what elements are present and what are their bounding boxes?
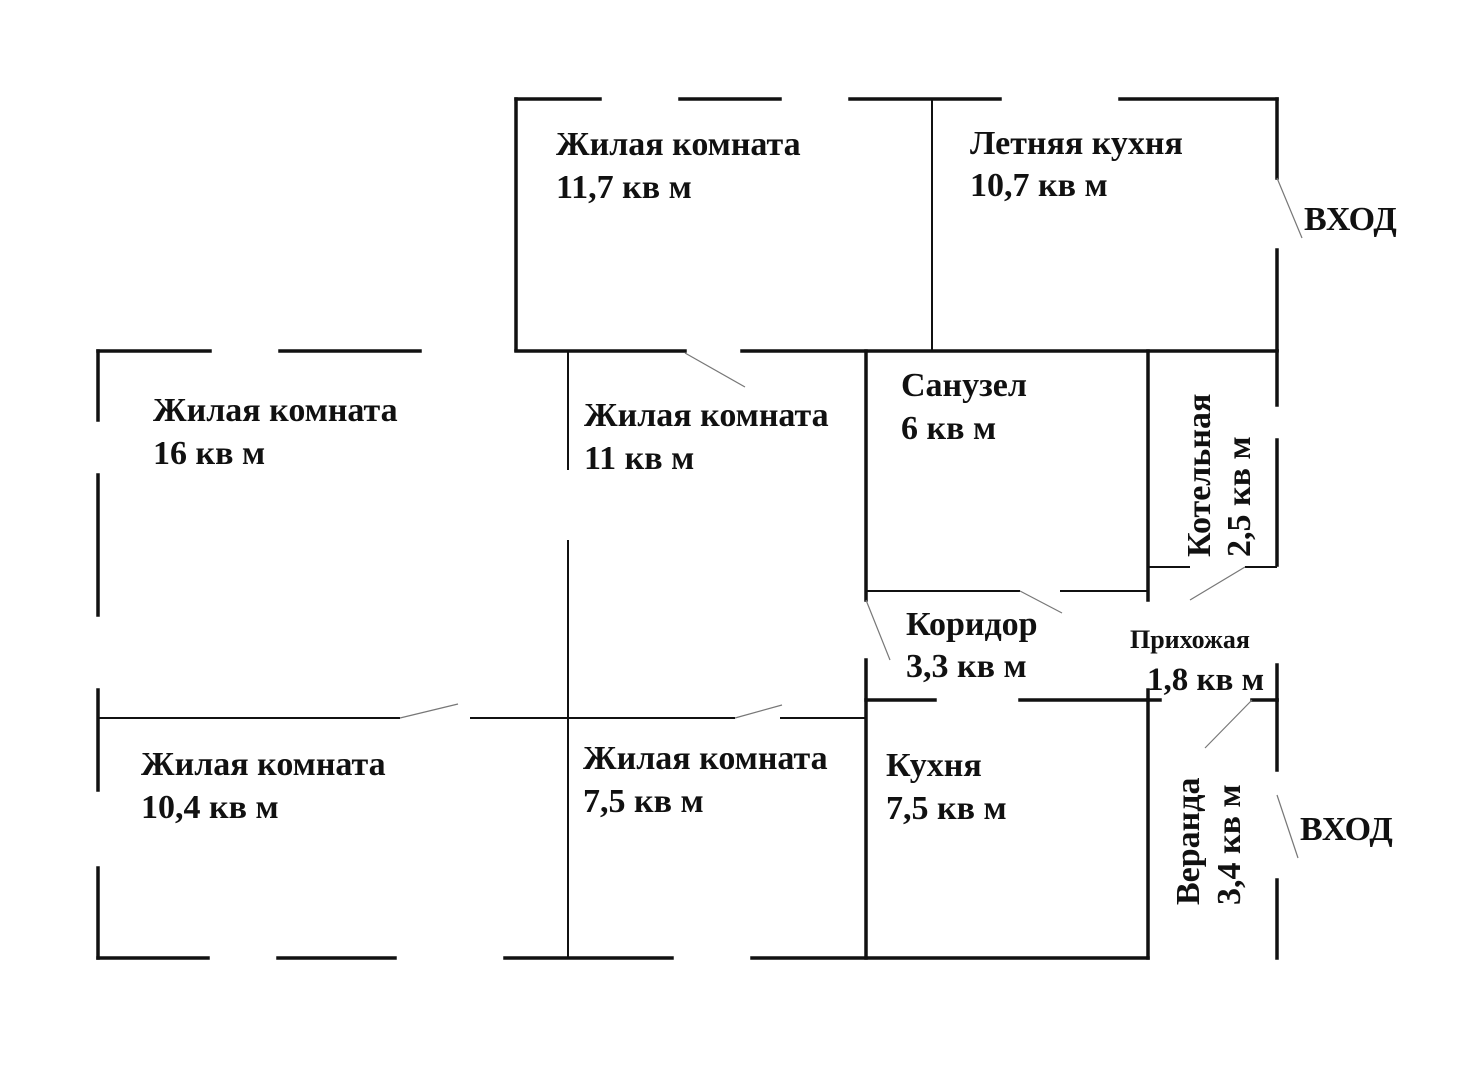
room-area: 6 кв м xyxy=(901,410,997,447)
room-name: Котельная xyxy=(1181,393,1218,557)
entrance-label-top: ВХОД xyxy=(1304,201,1397,238)
room-area: 16 кв м xyxy=(153,435,266,472)
room-area: 2,5 кв м xyxy=(1221,436,1258,557)
room-living-75 xyxy=(583,740,828,820)
room-name: Летняя кухня xyxy=(970,125,1183,162)
room-name: Жилая комната xyxy=(153,392,398,429)
room-kitchen xyxy=(886,747,1007,827)
room-name: Веранда xyxy=(1170,777,1207,905)
room-name: Жилая комната xyxy=(556,126,801,163)
room-living-104 xyxy=(141,746,386,826)
room-area: 3,4 кв м xyxy=(1211,784,1248,905)
room-bathroom xyxy=(901,367,1027,447)
room-living-16 xyxy=(153,392,398,472)
room-name: Коридор xyxy=(906,606,1038,643)
room-area: 7,5 кв м xyxy=(886,790,1007,827)
room-name: Жилая комната xyxy=(584,397,829,434)
room-area: 7,5 кв м xyxy=(583,783,704,820)
room-corridor xyxy=(906,606,1038,685)
room-boiler xyxy=(1181,394,1258,557)
room-name: Кухня xyxy=(886,747,982,784)
room-living-11 xyxy=(584,397,829,477)
room-name: Санузел xyxy=(901,367,1027,404)
room-area: 1,8 кв м xyxy=(1147,662,1265,698)
room-area: 3,3 кв м xyxy=(906,648,1027,685)
room-area: 10,7 кв м xyxy=(970,167,1108,204)
room-veranda xyxy=(1170,778,1248,905)
room-area: 10,4 кв м xyxy=(141,789,279,826)
room-summer-kitchen xyxy=(970,125,1183,204)
room-area: 11,7 кв м xyxy=(556,169,692,206)
room-hall xyxy=(1130,625,1264,698)
room-name: Жилая комната xyxy=(583,740,828,777)
room-area: 11 кв м xyxy=(584,440,695,477)
room-name: Прихожая xyxy=(1130,625,1250,654)
room-living-top xyxy=(556,126,801,206)
entrance-label-bottom: ВХОД xyxy=(1300,811,1393,848)
door-swings xyxy=(400,178,1302,858)
room-name: Жилая комната xyxy=(141,746,386,783)
